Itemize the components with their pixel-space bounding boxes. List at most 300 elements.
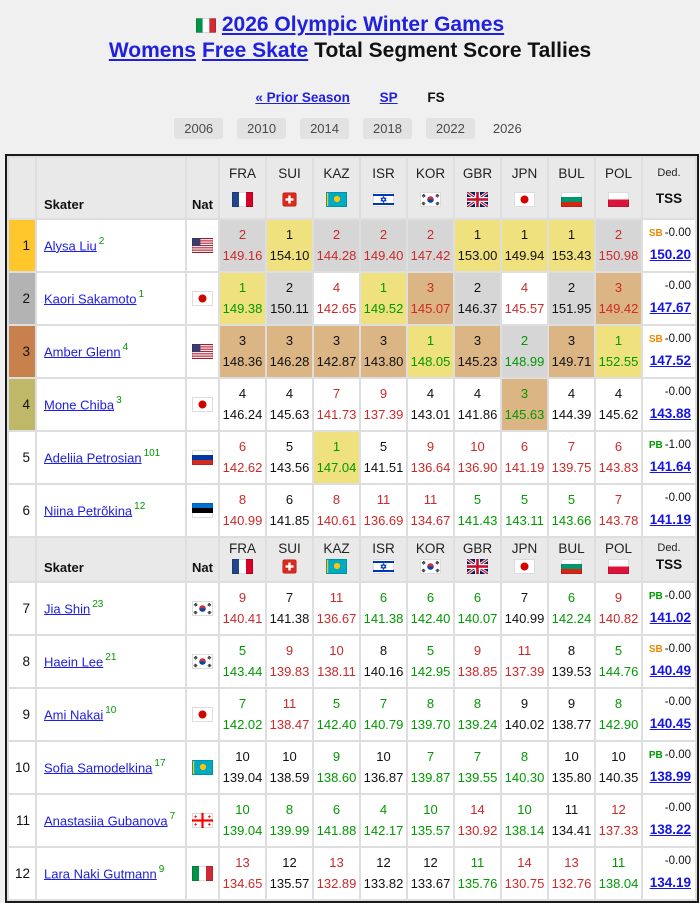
country-code-label: JPN (511, 166, 538, 181)
venue-score: 140.79 (363, 717, 404, 732)
womens-link[interactable]: Womens (108, 39, 196, 62)
venue-score: 139.83 (269, 664, 310, 679)
venue-score: 141.19 (504, 460, 545, 475)
venue-rank: 2 (332, 227, 341, 242)
venue-rank: 6 (567, 590, 576, 605)
venue-score: 152.55 (598, 354, 639, 369)
venue-score: 134.67 (410, 513, 451, 528)
flag-jp-icon (192, 291, 213, 306)
score-cell-KOR (408, 485, 453, 536)
free-skate-link[interactable]: Free Skate (201, 39, 309, 62)
venue-rank: 8 (567, 643, 576, 658)
venue-score: 149.16 (222, 248, 263, 263)
venue-rank: 8 (285, 802, 294, 817)
tss-link[interactable]: 134.19 (649, 875, 691, 890)
venue-rank: 13 (329, 855, 344, 870)
score-cell-ISR (361, 636, 406, 687)
venue-rank: 4 (426, 386, 435, 401)
venue-score: 148.99 (504, 354, 545, 369)
venue-rank: 4 (567, 386, 576, 401)
venue-score: 141.88 (316, 823, 357, 838)
venue-rank: 13 (564, 855, 579, 870)
flag-ee-icon (192, 503, 213, 518)
score-cell-FRA (220, 273, 265, 324)
skater-link[interactable]: Sofia Samodelkina (44, 760, 153, 776)
venue-rank: 10 (423, 802, 438, 817)
venue-score: 143.66 (551, 513, 592, 528)
event-title-link[interactable]: 2026 Olympic Winter Games (221, 13, 505, 36)
score-cell-SUI (267, 636, 312, 687)
rank-cell: 5 (9, 432, 35, 483)
venue-score: 144.28 (316, 248, 357, 263)
ded-label: Ded. (657, 542, 681, 554)
venue-score: 134.65 (222, 876, 263, 891)
venue-score: 142.65 (316, 301, 357, 316)
skater-link[interactable]: Alysa Liu (44, 238, 97, 254)
flag-fr-icon (232, 192, 253, 207)
venue-rank: 9 (473, 643, 482, 658)
year-2014-button[interactable]: 2014 (300, 118, 349, 139)
score-cell-POL (596, 379, 641, 430)
flag-gb-icon (467, 559, 488, 574)
venue-rank: 7 (520, 590, 529, 605)
venue-score: 140.99 (504, 611, 545, 626)
venue-score: 139.53 (551, 664, 592, 679)
country-code-label: SUI (278, 166, 301, 181)
venue-score: 139.99 (269, 823, 310, 838)
rank-cell: 1 (9, 220, 35, 271)
score-cell-JPN (502, 273, 547, 324)
venue-rank: 1 (567, 227, 576, 242)
venue-rank: 4 (332, 280, 341, 295)
venue-rank: 9 (567, 696, 576, 711)
venue-rank: 9 (285, 643, 294, 658)
score-cell-JPN (502, 742, 547, 793)
venue-score: 141.73 (316, 407, 357, 422)
flag-kz-icon (326, 192, 347, 207)
skater-row (9, 220, 695, 271)
score-cell-KAZ (314, 273, 359, 324)
skater-cell (37, 485, 185, 536)
rank-cell: 3 (9, 326, 35, 377)
venue-rank: 7 (426, 749, 435, 764)
deduction-value: -0.00 (664, 855, 691, 867)
venue-score: 142.40 (316, 717, 357, 732)
score-cell-BUL (549, 273, 594, 324)
score-cell-GBR (455, 273, 500, 324)
nat-cell (187, 848, 218, 899)
country-column-header-KAZ (314, 158, 359, 218)
score-cell-FRA (220, 220, 265, 271)
venue-rank: 11 (470, 855, 485, 870)
venue-score: 139.04 (222, 770, 263, 785)
table-header-row (9, 158, 695, 218)
venue-rank: 7 (332, 386, 341, 401)
skater-superscript: 4 (122, 341, 129, 353)
rank-cell: 6 (9, 485, 35, 536)
score-cell-SUI (267, 795, 312, 846)
country-column-header-SUI (267, 538, 312, 581)
country-code-label: GBR (462, 166, 493, 181)
score-cell-KAZ (314, 848, 359, 899)
venue-score: 140.16 (363, 664, 404, 679)
score-cell-KAZ (314, 689, 359, 740)
venue-score: 138.14 (504, 823, 545, 838)
skater-link[interactable]: Lara Naki Gutmann (44, 866, 157, 882)
skater-row (9, 742, 695, 793)
score-cell-FRA (220, 848, 265, 899)
year-2006-button[interactable]: 2006 (174, 118, 223, 139)
venue-rank: 7 (473, 749, 482, 764)
score-cell-FRA (220, 636, 265, 687)
venue-rank: 4 (473, 386, 482, 401)
venue-rank: 5 (473, 492, 482, 507)
tss-link[interactable]: 141.19 (649, 512, 691, 527)
nat-cell (187, 326, 218, 377)
score-cell-KAZ (314, 485, 359, 536)
rank-cell: 9 (9, 689, 35, 740)
venue-score: 142.87 (316, 354, 357, 369)
venue-score: 151.95 (551, 301, 592, 316)
skater-row (9, 326, 695, 377)
venue-score: 140.35 (598, 770, 639, 785)
venue-score: 136.69 (363, 513, 404, 528)
venue-score: 139.24 (457, 717, 498, 732)
skater-cell (37, 742, 185, 793)
ded-tss-cell (643, 742, 695, 793)
venue-score: 147.04 (316, 460, 357, 475)
score-cell-POL (596, 432, 641, 483)
title-rest-text: Total Segment Score Tallies (314, 39, 592, 62)
venue-score: 149.40 (363, 248, 404, 263)
venue-score: 149.52 (363, 301, 404, 316)
skater-superscript: 7 (169, 810, 176, 822)
venue-score: 146.24 (222, 407, 263, 422)
tss-link[interactable]: 140.49 (649, 663, 691, 678)
venue-score: 136.64 (410, 460, 451, 475)
score-cell-KOR (408, 848, 453, 899)
tss-link[interactable]: 140.45 (649, 716, 691, 731)
venue-score: 147.42 (410, 248, 451, 263)
venue-score: 140.30 (504, 770, 545, 785)
country-code-label: KAZ (323, 541, 350, 556)
country-column-header-POL (596, 158, 641, 218)
venue-score: 153.00 (457, 248, 498, 263)
score-cell-JPN (502, 220, 547, 271)
score-cell-JPN (502, 848, 547, 899)
skater-row (9, 273, 695, 324)
deduction-value: -0.00 (664, 590, 691, 602)
venue-score: 141.38 (269, 611, 310, 626)
nat-cell (187, 485, 218, 536)
tss-link[interactable]: 138.22 (649, 822, 691, 837)
country-column-header-KAZ (314, 538, 359, 581)
venue-score: 137.39 (363, 407, 404, 422)
score-cell-KOR (408, 742, 453, 793)
venue-score: 143.44 (222, 664, 263, 679)
score-cell-KOR (408, 583, 453, 634)
tss-link[interactable]: 147.67 (649, 300, 691, 315)
deduction-value: -0.00 (664, 696, 691, 708)
country-column-header-POL (596, 538, 641, 581)
venue-score: 144.76 (598, 664, 639, 679)
venue-rank: 5 (520, 492, 529, 507)
score-cell-SUI (267, 485, 312, 536)
venue-score: 139.55 (457, 770, 498, 785)
fs-current: FS (427, 90, 445, 105)
score-cell-FRA (220, 326, 265, 377)
score-cell-FRA (220, 689, 265, 740)
flag-ru-icon (192, 450, 213, 465)
venue-rank: 7 (567, 439, 576, 454)
venue-rank: 2 (614, 227, 623, 242)
venue-score: 149.38 (222, 301, 263, 316)
venue-score: 145.07 (410, 301, 451, 316)
venue-rank: 3 (379, 333, 388, 348)
venue-rank: 9 (426, 439, 435, 454)
score-cell-KOR (408, 379, 453, 430)
skater-cell (37, 795, 185, 846)
country-code-label: SUI (278, 541, 301, 556)
tss-link[interactable]: 141.02 (649, 610, 691, 625)
score-cell-POL (596, 636, 641, 687)
ded-tss-cell (643, 636, 695, 687)
venue-rank: 1 (426, 333, 435, 348)
venue-score: 150.11 (270, 301, 309, 316)
venue-rank: 2 (238, 227, 247, 242)
score-cell-BUL (549, 432, 594, 483)
score-cell-KAZ (314, 220, 359, 271)
venue-rank: 2 (426, 227, 435, 242)
flag-kr-icon (192, 654, 213, 669)
nat-cell (187, 273, 218, 324)
skater-superscript: 17 (154, 757, 166, 769)
venue-rank: 11 (564, 802, 579, 817)
venue-score: 143.83 (598, 460, 639, 475)
deduction-value: -0.00 (664, 643, 691, 655)
venue-score: 148.05 (410, 354, 451, 369)
score-cell-FRA (220, 485, 265, 536)
sp-link[interactable]: SP (379, 90, 398, 105)
venue-rank: 11 (611, 855, 626, 870)
venue-rank: 8 (520, 749, 529, 764)
flag-jp-icon (514, 559, 535, 574)
skater-link[interactable]: Mone Chiba (44, 397, 115, 413)
country-column-header-FRA (220, 538, 265, 581)
skater-link[interactable]: Anastasiia Gubanova (44, 813, 168, 829)
skater-superscript: 21 (105, 651, 117, 663)
venue-rank: 11 (329, 590, 344, 605)
venue-rank: 7 (379, 696, 388, 711)
skater-link[interactable]: Amber Glenn (44, 344, 121, 360)
flag-jp-icon (514, 192, 535, 207)
venue-rank: 9 (614, 590, 623, 605)
score-cell-POL (596, 485, 641, 536)
deduction-value: -0.00 (664, 333, 691, 345)
venue-rank: 2 (285, 280, 294, 295)
skater-cell (37, 689, 185, 740)
skater-link[interactable]: Adeliia Petrosian (44, 450, 142, 466)
venue-rank: 9 (520, 696, 529, 711)
score-cell-KOR (408, 432, 453, 483)
skater-cell (37, 432, 185, 483)
venue-rank: 2 (567, 280, 576, 295)
year-2018-button[interactable]: 2018 (363, 118, 412, 139)
venue-score: 142.02 (222, 717, 263, 732)
country-column-header-BUL (549, 538, 594, 581)
country-code-label: ISR (372, 541, 395, 556)
tss-link[interactable]: 143.88 (649, 406, 691, 421)
country-code-label: FRA (229, 166, 256, 181)
venue-rank: 8 (379, 643, 388, 658)
score-cell-ISR (361, 742, 406, 793)
skater-superscript: 2 (98, 235, 105, 247)
deduction-value: -0.00 (664, 802, 691, 814)
skater-cell (37, 636, 185, 687)
venue-rank: 4 (285, 386, 294, 401)
skater-superscript: 9 (158, 863, 165, 875)
score-cell-KAZ (314, 583, 359, 634)
score-cell-SUI (267, 689, 312, 740)
score-cell-FRA (220, 742, 265, 793)
year-2010-button[interactable]: 2010 (237, 118, 286, 139)
skater-link[interactable]: Niina Petrõkina (44, 503, 133, 519)
ded-tss-cell (643, 485, 695, 536)
venue-rank: 5 (379, 439, 388, 454)
venue-rank: 4 (238, 386, 247, 401)
venue-rank: 8 (473, 696, 482, 711)
flag-ch-icon (279, 559, 300, 574)
score-cell-KAZ (314, 432, 359, 483)
venue-score: 143.56 (269, 460, 310, 475)
flag-il-icon (373, 192, 394, 207)
rank-cell: 7 (9, 583, 35, 634)
venue-rank: 5 (614, 643, 623, 658)
flag-fr-icon (232, 559, 253, 574)
score-cell-GBR (455, 379, 500, 430)
tss-label: TSS (655, 557, 683, 572)
skater-cell (37, 220, 185, 271)
skater-link[interactable]: Ami Nakai (44, 707, 104, 723)
score-cell-KOR (408, 636, 453, 687)
score-cell-KOR (408, 220, 453, 271)
score-cell-KOR (408, 326, 453, 377)
score-cell-BUL (549, 795, 594, 846)
nat-cell (187, 379, 218, 430)
rank-cell: 12 (9, 848, 35, 899)
flag-gb-icon (467, 192, 488, 207)
venue-score: 138.59 (269, 770, 310, 785)
page-title (0, 0, 700, 64)
venue-rank: 1 (332, 439, 341, 454)
venue-score: 133.82 (363, 876, 404, 891)
pb-badge: PB (648, 750, 663, 761)
nat-cell (187, 583, 218, 634)
deduction-value: -0.00 (664, 749, 691, 761)
venue-score: 149.94 (504, 248, 545, 263)
flag-kz-icon (192, 760, 213, 775)
skater-link[interactable]: Kaori Sakamoto (44, 291, 137, 307)
flag-kz-icon (326, 559, 347, 574)
score-cell-KAZ (314, 636, 359, 687)
skater-cell (37, 848, 185, 899)
venue-rank: 6 (285, 492, 294, 507)
venue-score: 145.57 (504, 301, 545, 316)
venue-rank: 6 (614, 439, 623, 454)
venue-rank: 1 (238, 280, 247, 295)
italy-flag-icon (196, 13, 222, 36)
tss-link[interactable]: 141.64 (649, 459, 691, 474)
year-2022-button[interactable]: 2022 (426, 118, 475, 139)
skater-link[interactable]: Haein Lee (44, 654, 104, 670)
score-cell-ISR (361, 326, 406, 377)
score-cell-KAZ (314, 742, 359, 793)
score-cell-FRA (220, 795, 265, 846)
skater-row (9, 432, 695, 483)
score-cell-GBR (455, 432, 500, 483)
venue-rank: 5 (285, 439, 294, 454)
score-cell-ISR (361, 273, 406, 324)
prior-season-link[interactable]: « Prior Season (255, 90, 350, 105)
venue-rank: 13 (235, 855, 250, 870)
skater-row (9, 485, 695, 536)
ded-tss-cell (643, 583, 695, 634)
score-cell-GBR (455, 220, 500, 271)
venue-rank: 11 (282, 696, 297, 711)
year-2026-current: 2026 (492, 121, 522, 136)
venue-score: 154.10 (269, 248, 310, 263)
venue-score: 149.71 (551, 354, 592, 369)
venue-rank: 8 (614, 696, 623, 711)
country-column-header-ISR (361, 538, 406, 581)
nat-cell (187, 636, 218, 687)
skater-row (9, 689, 695, 740)
venue-rank: 3 (473, 333, 482, 348)
score-cell-BUL (549, 636, 594, 687)
skater-cell (37, 326, 185, 377)
venue-score: 138.77 (551, 717, 592, 732)
venue-rank: 8 (426, 696, 435, 711)
skater-link[interactable]: Jia Shin (44, 601, 91, 617)
score-cell-JPN (502, 379, 547, 430)
venue-score: 145.23 (457, 354, 498, 369)
venue-score: 143.80 (363, 354, 404, 369)
venue-rank: 4 (520, 280, 529, 295)
venue-score: 135.57 (410, 823, 451, 838)
venue-score: 135.80 (551, 770, 592, 785)
ded-tss-cell (643, 326, 695, 377)
venue-rank: 12 (376, 855, 391, 870)
tss-link[interactable]: 150.20 (649, 247, 691, 262)
score-cell-BUL (549, 848, 594, 899)
country-column-header-BUL (549, 158, 594, 218)
venue-score: 148.36 (222, 354, 263, 369)
country-code-label: POL (604, 541, 632, 556)
venue-score: 144.39 (551, 407, 592, 422)
tss-link[interactable]: 147.52 (649, 353, 691, 368)
results-table (5, 154, 699, 903)
venue-score: 139.70 (410, 717, 451, 732)
score-cell-JPN (502, 485, 547, 536)
score-cell-SUI (267, 326, 312, 377)
score-cell-KOR (408, 795, 453, 846)
score-cell-ISR (361, 220, 406, 271)
rank-cell: 11 (9, 795, 35, 846)
tss-link[interactable]: 138.99 (649, 769, 691, 784)
score-cell-POL (596, 689, 641, 740)
nat-cell (187, 689, 218, 740)
venue-rank: 6 (379, 590, 388, 605)
